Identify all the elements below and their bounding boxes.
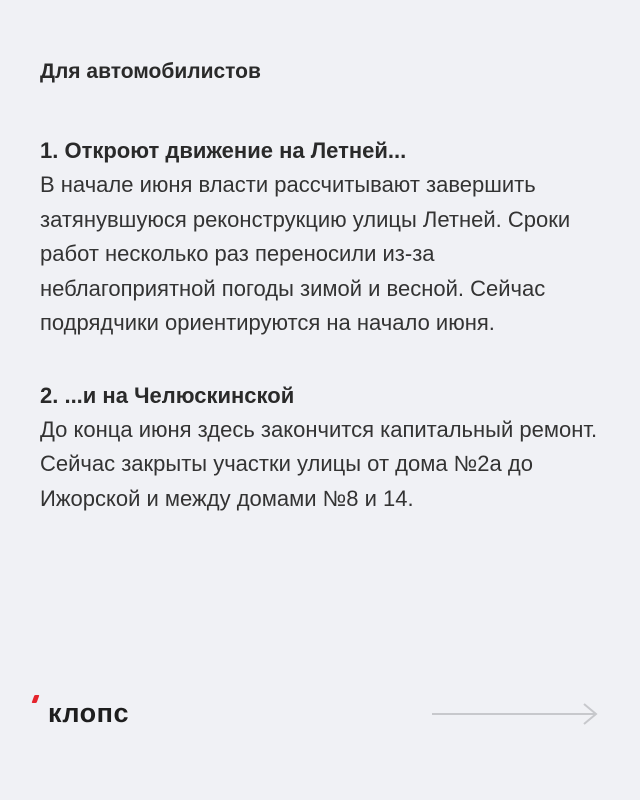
section-title: Для автомобилистов xyxy=(40,60,261,83)
item-heading: 2. ...и на Челюскинской xyxy=(40,382,295,408)
post-content xyxy=(40,57,610,516)
news-item-letnyaya xyxy=(40,134,610,341)
item-body: До конца июня здесь закончится капитальный ремонт. Сейчас закрыты участки улицы от дома №2а до Ижорской и между домами №8 и 14. xyxy=(40,416,598,511)
item-body: В начале июня власти рассчитывают завершить затянувшуюся реконструкцию улицы Летней. Сроки работ несколько раз переносили из-за неблагоприятной погоды зимой и весной. Сейчас подрядчики ориентируются на начало июня. xyxy=(40,172,571,335)
news-item-chelyuskinskaya xyxy=(40,379,610,517)
logo-text: клопс xyxy=(48,698,129,728)
logo-accent-mark xyxy=(32,695,40,703)
arrow-right-icon[interactable] xyxy=(432,702,600,726)
item-heading: 1. Откроют движение на Летней... xyxy=(40,138,407,163)
footer xyxy=(40,690,600,740)
